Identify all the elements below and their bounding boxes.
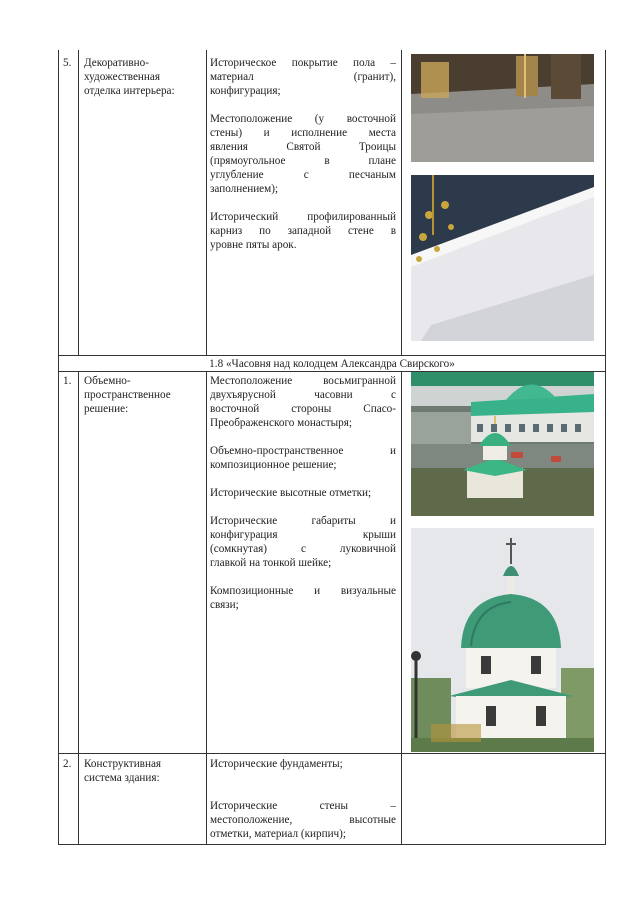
desc-line: Местоположение восьмигранной (210, 375, 396, 387)
desc-line: композиционное решение; (210, 459, 337, 471)
desc-line: главкой на тонкой шейке; (210, 557, 332, 569)
desc-paragraph (210, 374, 396, 430)
desc-paragraph (210, 210, 396, 252)
desc-line: отметки, материал (кирпич); (210, 828, 347, 840)
column-divider-desc (401, 371, 402, 845)
desc-line: двухъярусной часовни с (210, 389, 396, 401)
table-border-left (58, 50, 59, 845)
row-name (84, 56, 202, 98)
desc-line: местоположение, высотные (210, 814, 396, 826)
desc-paragraph (210, 56, 396, 98)
desc-line: восточной стороны Спасо- (210, 403, 396, 415)
desc-line: Местоположение (у восточной (210, 113, 396, 125)
row-name-line: отделка интерьера: (84, 85, 175, 97)
interior-floor-photo (411, 54, 594, 162)
row-name-line: художественная (84, 71, 161, 83)
row-name-line: Объемно- (84, 375, 131, 387)
column-divider-name (206, 50, 207, 355)
row-name (84, 374, 202, 416)
row-number: 1. (63, 375, 72, 387)
row-description (210, 757, 396, 841)
desc-line: Исторические стены – (210, 800, 396, 812)
row-number: 2. (63, 758, 72, 770)
desc-line: (сомкнутая) с луковичной (210, 543, 396, 555)
desc-line: Преображенского монастыря; (210, 417, 352, 429)
row-description (210, 374, 396, 612)
row-name-line: пространственное (84, 389, 171, 401)
row-name (84, 757, 202, 785)
desc-line: уровне пяты арок. (210, 239, 297, 251)
row-name-line: система здания: (84, 772, 160, 784)
desc-line: карниз по западной стене в (210, 225, 396, 237)
column-divider-name (206, 371, 207, 845)
desc-paragraph (210, 757, 396, 771)
desc-line: конфигурация крыши (210, 529, 396, 541)
column-divider-num (78, 50, 79, 355)
desc-paragraph (210, 584, 396, 612)
table-border-right (605, 50, 606, 845)
cornice-photo (411, 175, 594, 341)
chapel-photo (411, 528, 594, 752)
desc-line: (прямоугольное в плане (210, 155, 396, 167)
column-divider-num (78, 371, 79, 845)
table-border-bottom (58, 844, 606, 845)
desc-line: явления Святой Троицы (210, 141, 396, 153)
heritage-table (58, 50, 606, 845)
desc-line: Исторические высотные отметки; (210, 487, 372, 499)
desc-paragraph (210, 112, 396, 196)
row-divider (58, 753, 606, 754)
chapel-aerial-photo (411, 372, 594, 516)
desc-paragraph (210, 486, 396, 500)
desc-paragraph (210, 799, 396, 841)
desc-line: Композиционные и визуальные (210, 585, 396, 597)
desc-line: Исторические фундаменты; (210, 758, 343, 770)
desc-line: Исторические габариты и (210, 515, 396, 527)
section-title: 1.8 «Часовня над колодцем Александра Свирского» (209, 358, 455, 370)
row-number: 5. (63, 57, 72, 69)
desc-line: стены) и исполнение места (210, 127, 396, 139)
desc-paragraph (210, 514, 396, 570)
desc-line: связи; (210, 599, 239, 611)
desc-line: материал (гранит), (210, 71, 396, 83)
desc-line: Историческое покрытие пола – (210, 57, 396, 69)
desc-line: углубление с песчаным (210, 169, 396, 181)
desc-line: Исторический профилированный (210, 211, 396, 223)
desc-line: конфигурация; (210, 85, 281, 97)
row-name-line: Конструктивная (84, 758, 162, 770)
desc-line: заполнением); (210, 183, 279, 195)
desc-line: Объемно-пространственное и (210, 445, 396, 457)
row-name-line: решение: (84, 403, 129, 415)
desc-paragraph (210, 444, 396, 472)
row-name-line: Декоративно- (84, 57, 149, 69)
column-divider-desc (401, 50, 402, 355)
row-divider (58, 355, 606, 356)
row-description (210, 56, 396, 252)
